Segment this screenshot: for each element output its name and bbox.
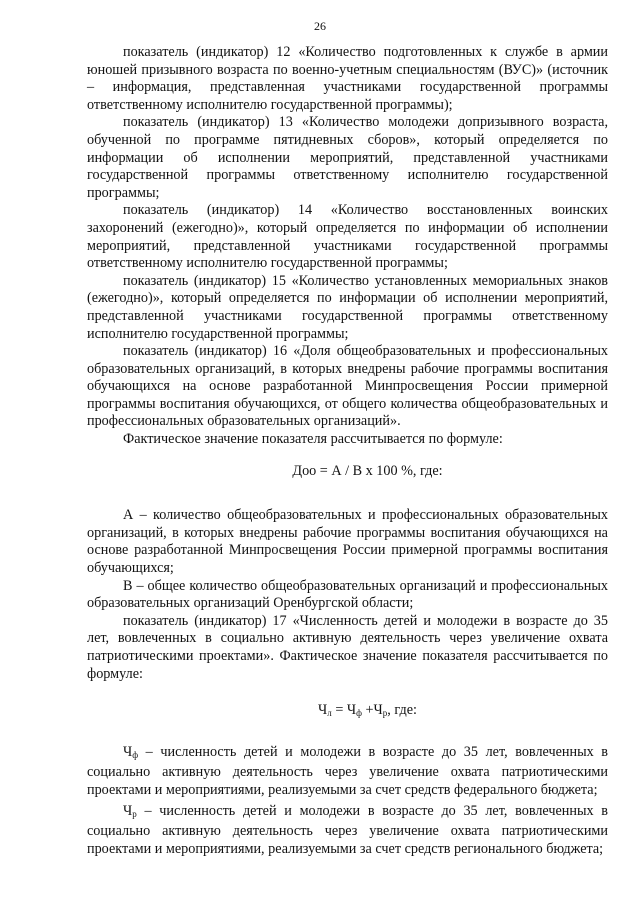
chr-symbol-sub: р	[132, 808, 137, 819]
chf-symbol-sub: ф	[132, 749, 139, 760]
indicator-14-paragraph: показатель (индикатор) 14 «Количество восстановленных воинских захоронений (ежегодно)», который определяется по информации об исполнении мероприятий, представленной участниками государственной программы ответственному исполнителю государственной программы;	[87, 202, 608, 272]
formula-eq: =	[331, 702, 347, 719]
formula-lhs-sub: л	[327, 708, 332, 719]
formula-doo: Доо = А / В х 100 %, где:	[292, 462, 443, 479]
definition-chr-paragraph	[87, 803, 608, 859]
definition-b-paragraph: В – общее количество общеобразовательных организаций и профессиональных образовательных организаций Оренбургской области;	[87, 577, 608, 612]
formula-term-1: Ч	[346, 702, 357, 719]
page-number: 26	[314, 19, 326, 33]
formula-term-1-sub: ф	[356, 708, 362, 719]
indicator-15-paragraph: показатель (индикатор) 15 «Количество установленных мемориальных знаков (ежегодно)», который определяется по информации об исполнении мероприятий, представленной участниками государственной программы ответственному исполнителю государственной программы;	[87, 272, 608, 342]
chf-definition-text: – численность детей и молодежи в возрасте до 35 лет, вовлеченных в социально активную деятельность через увеличение охвата патриотическими проектами и мероприятиями, реализуемыми за счет средств федерального бюджета;	[87, 743, 608, 798]
definition-a-paragraph: А – количество общеобразовательных и профессиональных образовательных организаций, в которых внедрены рабочие программы воспитания обучающихся на основе разработанной Минпросвещения России примерной программы воспитания обучающихся;	[87, 507, 608, 577]
formula-chl	[87, 702, 608, 723]
indicator-12-paragraph: показатель (индикатор) 12 «Количество подготовленных к службе в армии юношей призывного возраста по военно-учетным специальностям (ВУС)» (источник – информация, представленная участниками государственной программы ответственному исполнителю государственной программы);	[87, 44, 608, 113]
formula-term-2: Ч	[373, 702, 383, 719]
definition-chf-paragraph	[87, 744, 608, 800]
formula-lhs: Ч	[318, 702, 328, 719]
indicator-17-paragraph: показатель (индикатор) 17 «Численность детей и молодежи в возрасте до 35 лет, вовлеченных в социально активную деятельность через увеличение охвата патриотическими проектами». Фактическое значение показателя рассчитывается по формуле:	[87, 612, 608, 682]
formula-tail: , где:	[387, 702, 417, 719]
formula-term-2-sub: р	[382, 708, 388, 719]
body-text	[87, 44, 608, 858]
indicator-13-paragraph: показатель (индикатор) 13 «Количество молодежи допризывного возраста, обученной по программе пятидневных сборов», который определяется по информации об исполнении мероприятий, представленной участниками государственной программы ответственному исполнителю государственной программы;	[87, 114, 608, 201]
chr-definition-text: – численность детей и молодежи в возрасте до 35 лет, вовлеченных в социально активную деятельность через увеличение охвата патриотическими проектами и мероприятиями, реализуемыми за счет средств регионального бюджета;	[87, 802, 608, 857]
formula-plus: +	[361, 702, 374, 719]
indicator-16-paragraph: показатель (индикатор) 16 «Доля общеобразовательных и профессиональных образовательных организаций, в которых внедрены рабочие программы воспитания обучающихся на основе разработанной Минпросвещения России примерной программы воспитания обучающихся, от общего количества общеобразовательных и профессиональных образовательных организаций».	[87, 343, 608, 430]
chf-symbol: Ч	[123, 743, 133, 760]
formula-intro-paragraph: Фактическое значение показателя рассчитывается по формуле:	[123, 431, 503, 448]
chr-symbol: Ч	[123, 802, 133, 819]
